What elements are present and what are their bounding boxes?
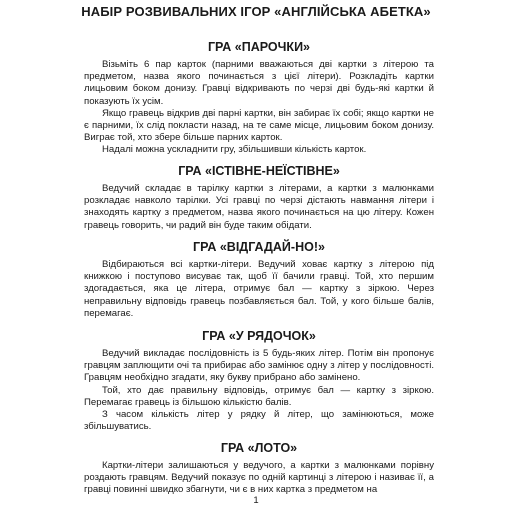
- paragraph: Якщо гравець відкрив дві парні картки, він забирає їх собі; якщо картки не є парними, їх слід покласти назад, на те саме місце, лицьовим боком донизу. Виграє той, хто збере більше парних карток.: [84, 107, 434, 144]
- section-heading: ГРА «ВІДГАДАЙ-НО!»: [193, 240, 325, 254]
- section-heading: ГРА «ІСТІВНЕ-НЕЇСТІВНЕ»: [178, 164, 340, 178]
- paragraph: Той, хто дає правильну відповідь, отримує бал — картку з зіркою. Перемагає гравець із більшою кількістю балів.: [84, 384, 434, 408]
- paragraph: Ведучий викладає послідовність із 5 будь-яких літер. Потім він пропонує гравцям заплющити очі та прибирає або замінює одну з літер у послідовності. Гравцям необхідно згадати, яку букву прибрано або замінено.: [84, 348, 434, 384]
- paragraph: З часом кількість літер у рядку й літер, що замінюються, може збільшуватись.: [84, 409, 434, 433]
- section-heading: ГРА «ЛОТО»: [220, 441, 298, 455]
- section-parochky: [84, 40, 434, 157]
- section-heading: ГРА «У РЯДОЧОК»: [202, 329, 316, 343]
- section-istivne-neistivne: [84, 164, 434, 232]
- page-number: 1: [253, 495, 259, 506]
- paragraph: Ведучий складає в тарілку картки з літерами, а картки з малюнками розкладає навколо тарілки. Усі гравці по черзі дістають навмання літери і знаходять картку з предметом, назва якого починається на цю літеру. Кожен гравець говорить, чи радий він буде таким обідати.: [84, 183, 434, 231]
- section-u-riadochok: [84, 329, 434, 433]
- document-title: НАБІР РОЗВИВАЛЬНИХ ІГОР «АНГЛІЙСЬКА АБЕТКА»: [81, 4, 431, 19]
- paragraph: Візьміть 6 пар карток (парними вважаються дві картки з літерою та предметом, назва якого починається з цієї літери). Розкладіть картки лицьовим боком донизу. Гравці відкривають по черзі дві будь-які картки й показують їх усім.: [84, 59, 434, 107]
- section-heading: ГРА «ПАРОЧКИ»: [207, 40, 311, 54]
- paragraph: Надалі можна ускладнити гру, збільшивши кількість карток.: [102, 144, 367, 156]
- section-loto: [84, 441, 434, 497]
- paragraph: Картки-літери залишаються у ведучого, а картки з малюнками порівну роздають гравцям. Ведучий показує по одній картинці з літерою і називає її, а гравці повинні швидко збагнути, чи є в них картка з предметом на: [84, 460, 434, 496]
- paragraph: Відбираються всі картки-літери. Ведучий ховає картку з літерою під книжкою і поступово висуває так, щоб її бачили гравці. Той, хто першим здогадається, яка це літера, отримує бал — картку з зіркою. Через неправильну відповідь гравець позбавляється бал. Той, у кого більше балів, перемагає.: [84, 259, 434, 319]
- section-vidhadai-no: [84, 240, 434, 320]
